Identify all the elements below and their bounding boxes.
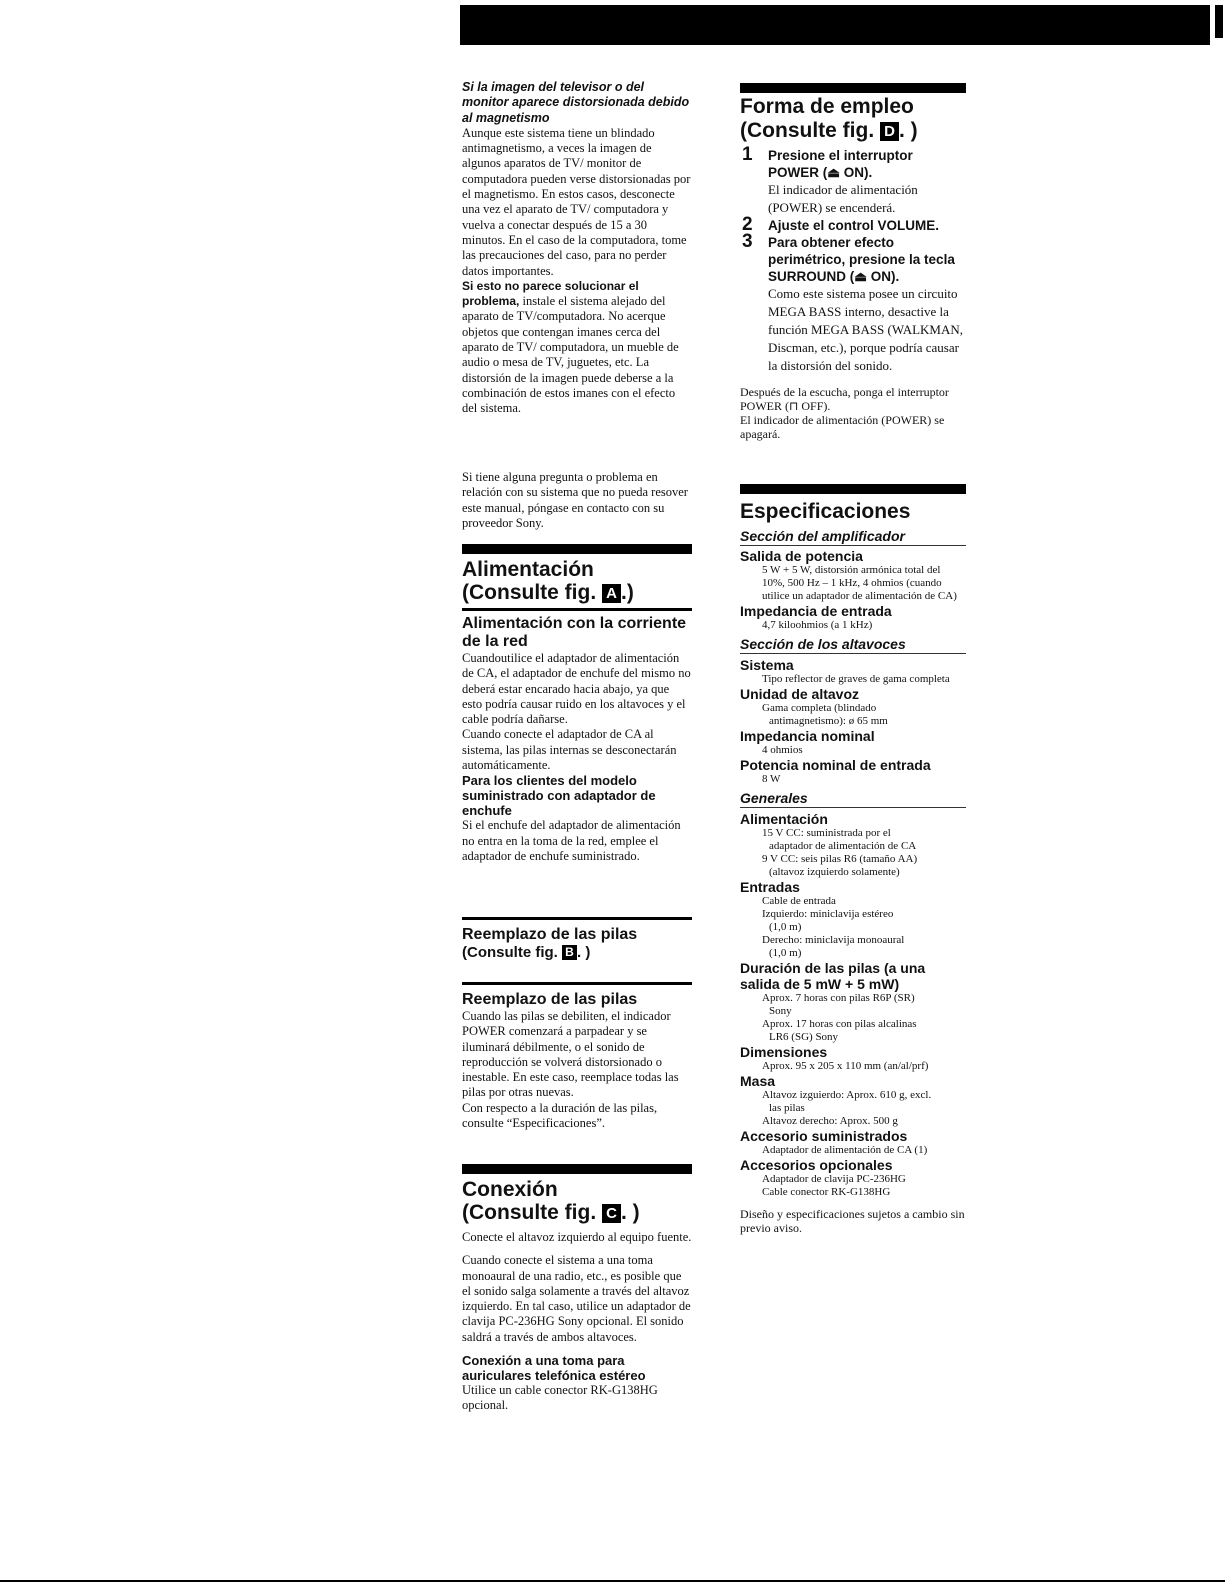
dimensiones-heading: Dimensiones	[740, 1044, 828, 1060]
fig-a-box: A	[602, 584, 621, 603]
section-rule	[462, 982, 692, 985]
spec-title: Especificaciones	[740, 500, 911, 523]
step-1-title: Presione el interruptor POWER (⏏ ON).	[768, 148, 913, 180]
alimentacion-section	[462, 544, 692, 864]
section-bar	[462, 544, 692, 554]
entradas-heading: Entradas	[740, 879, 800, 895]
conexion-section	[462, 1164, 692, 1414]
clientes-heading: Para los clientes del modelo suministrado con adaptador de enchufe	[462, 773, 656, 819]
magnetism-body: Aunque este sistema tiene un blindado antimagnetismo, a veces la imagen de algunos aparatos de TV/ monitor de computadora pueden verse distorsionadas por el magnetismo. En estos casos, desconecte una vez el aparato de TV/ computadora y vuelva a conectar después de 15 a 30 minutos. En el caso de la computadora, tome las precauciones del caso, para no perder datos importantes.	[462, 125, 691, 278]
forma-title: Forma de empleo	[740, 95, 914, 118]
magnetism-heading: Si la imagen del televisor o del monitor aparece distorsionada debido al magnetismo	[462, 80, 690, 125]
steps-list	[740, 144, 966, 375]
conexion-fig-ref: (Consulte fig. C . )	[462, 1201, 640, 1224]
opcionales-text: Adaptador de clavija PC-236HG Cable conector RK-G138HG	[762, 1173, 906, 1198]
accesorio-heading: Accesorio suministrados	[740, 1128, 908, 1144]
fig-c-box: C	[602, 1204, 621, 1223]
pilas-section	[462, 917, 692, 1131]
forma-fig-ref: (Consulte fig. D . )	[740, 119, 918, 142]
pilas-title: Reemplazo de las pilas	[462, 926, 638, 943]
alimentacion-title: Alimentación	[462, 558, 594, 581]
conexion-body-1: Conecte el altavoz izquierdo al equipo fuente.	[462, 1230, 692, 1244]
conexion-title: Conexión	[462, 1178, 558, 1201]
opcionales-heading: Accesorios opcionales	[740, 1157, 893, 1173]
fig-d-box: D	[880, 122, 899, 141]
salida-heading: Salida de potencia	[740, 548, 863, 564]
step-3-title: Para obtener efecto perimétrico, presione la tecla SURROUND (⏏ ON).	[768, 235, 955, 284]
section-bar	[462, 1164, 692, 1174]
impedancia-nominal-heading: Impedancia nominal	[740, 728, 875, 744]
alimentacion-spec-heading: Alimentación	[740, 811, 828, 827]
bottom-rule	[0, 1580, 1225, 1582]
section-bar	[740, 83, 966, 93]
red-body-2: Cuando conecte el adaptador de CA al sistema, las pilas internas se desconectarán automáticamente.	[462, 727, 677, 773]
sistema-text: Tipo reflector de graves de gama completa	[762, 673, 950, 685]
final-note: Diseño y especificaciones sujetos a cambio sin previo aviso.	[740, 1207, 965, 1235]
magnetism-section	[462, 80, 692, 417]
salida-text: 5 W + 5 W, distorsión armónica total del 10%, 500 Hz – 1 kHz, 4 ohmios (cuando utilice un adaptador de alimentación de CA)	[762, 564, 957, 602]
pilas-body: Cuando las pilas se debiliten, el indicador POWER comenzará a parpadear y se iluminará débilmente, o el sonido de reproducción se volverá distorsionado o inestable. En este caso, reemplace todas las pilas por otras nuevas.	[462, 1009, 679, 1100]
top-black-bar	[460, 5, 1210, 45]
auriculares-heading: Conexión a una toma para auriculares telefónica estéreo	[462, 1353, 646, 1384]
contact-note: Si tiene alguna pregunta o problema en relación con su sistema que no pueda resover este manual, póngase en contacto con su proveedor Sony.	[462, 470, 688, 530]
altavoces-section-heading: Sección de los altavoces	[740, 636, 966, 654]
masa-heading: Masa	[740, 1073, 776, 1089]
step-2-title: Ajuste el control VOLUME.	[768, 218, 940, 233]
step-3: 3 Para obtener efecto perimétrico, presione la tecla SURROUND (⏏ ON). Como este sistema posee un circuito MEGA BASS interno, desactive la función MEGA BASS (WALKMAN, Discman, etc.), porque podría causar la distorsión del sonido.	[740, 234, 966, 375]
after-use-1: Después de la escucha, ponga el interruptor POWER (⊓ OFF).	[740, 385, 949, 413]
step-1-desc: El indicador de alimentación (POWER) se encenderá.	[768, 182, 918, 215]
impedancia-heading: Impedancia de entrada	[740, 603, 892, 619]
impedancia-text: 4,7 kiloohmios (a 1 kHz)	[762, 619, 873, 631]
magnetism-bold-lead: Si esto no parece solucionar el problema,	[462, 278, 639, 309]
spec-section	[740, 484, 966, 1235]
pilas-sub-title: Reemplazo de las pilas	[462, 991, 638, 1008]
conexion-body-2: Cuando conecte el sistema a una toma monoaural de una radio, etc., es posible que el sonido salga solamente a través del altavoz izquierdo. En tal caso, utilice un adaptador de clavija PC-236HG Sony opcional. El sonido saldrá a través de ambos altavoces.	[462, 1253, 691, 1344]
after-use-2: El indicador de alimentación (POWER) se apagará.	[740, 413, 945, 441]
unidad-text: Gama completa (blindado antimagnetismo): ø 65 mm	[762, 702, 888, 727]
potencia-text: 8 W	[762, 773, 781, 785]
amp-section-heading: Sección del amplificador	[740, 528, 966, 546]
generales-section-heading: Generales	[740, 790, 966, 808]
entradas-text: Cable de entrada Izquierdo: miniclavija estéreo (1,0 m) Derecho: miniclavija monoaural (1,0 m)	[762, 895, 905, 959]
duracion-heading: Duración de las pilas (a una salida de 5 mW + 5 mW)	[740, 960, 926, 992]
step-2: 2 Ajuste el control VOLUME.	[740, 217, 966, 234]
pilas-body-2: Con respecto a la duración de las pilas, consulte “Especificaciones”.	[462, 1100, 658, 1131]
alimentacion-fig-ref: (Consulte fig. A .)	[462, 581, 634, 604]
step-3-desc: Como este sistema posee un circuito MEGA BASS interno, desactive la función MEGA BASS (WALKMAN, Discman, etc.), porque podría causar la distorsión del sonido.	[768, 286, 963, 373]
accesorio-text: Adaptador de alimentación de CA (1)	[762, 1144, 928, 1156]
fig-b-box: B	[562, 945, 577, 960]
magnetism-body-2: Si esto no parece solucionar el problema, instale el sistema alejado del aparato de TV/computadora. No acerque objetos que contengan imanes cerca del aparato de TV/ computadora, un mueble de audio o mesa de TV, juguetes, etc. La distorsión de la imagen puede deberse a la combinación de estos imanes con el efecto del sistema.	[462, 278, 679, 416]
section-rule	[462, 608, 692, 611]
alimentacion-spec-text: 15 V CC: suministrada por el adaptador de alimentación de CA 9 V CC: seis pilas R6 (tamaño AA) (altavoz izquierdo solamente)	[762, 827, 918, 878]
red-body: Cuandoutilice el adaptador de alimentación de CA, el adaptador de enchufe del mismo no deberá estar encarado hacia abajo, ya que esto podría causar ruido en los altavoces y el cable podría dañarse.	[462, 651, 691, 727]
masa-text: Altavoz izguierdo: Aprox. 610 g, excl. las pilas Altavoz derecho: Aprox. 500 g	[762, 1089, 932, 1127]
section-rule	[462, 917, 692, 920]
right-edge-mark	[1215, 5, 1223, 38]
dimensiones-text: Aprox. 95 x 205 x 110 mm (an/al/prf)	[762, 1060, 929, 1072]
sistema-heading: Sistema	[740, 657, 794, 673]
potencia-heading: Potencia nominal de entrada	[740, 757, 931, 773]
step-1: 1 Presione el interruptor POWER (⏏ ON). El indicador de alimentación (POWER) se encenderá.	[740, 147, 966, 217]
unidad-heading: Unidad de altavoz	[740, 686, 860, 702]
pilas-fig-ref: (Consulte fig. B . )	[462, 944, 591, 961]
impedancia-nominal-text: 4 ohmios	[762, 744, 803, 756]
duracion-text: Aprox. 7 horas con pilas R6P (SR) Sony Aprox. 17 horas con pilas alcalinas LR6 (SG) Sony	[762, 992, 917, 1043]
forma-section	[740, 83, 966, 441]
red-title: Alimentación con la corriente de la red	[462, 615, 687, 650]
section-bar	[740, 484, 966, 494]
auriculares-body: Utilice un cable conector RK-G138HG opcional.	[462, 1383, 658, 1413]
clientes-body: Si el enchufe del adaptador de alimentación no entra en la toma de la red, emplee el adaptador de enchufe suministrado.	[462, 818, 681, 863]
